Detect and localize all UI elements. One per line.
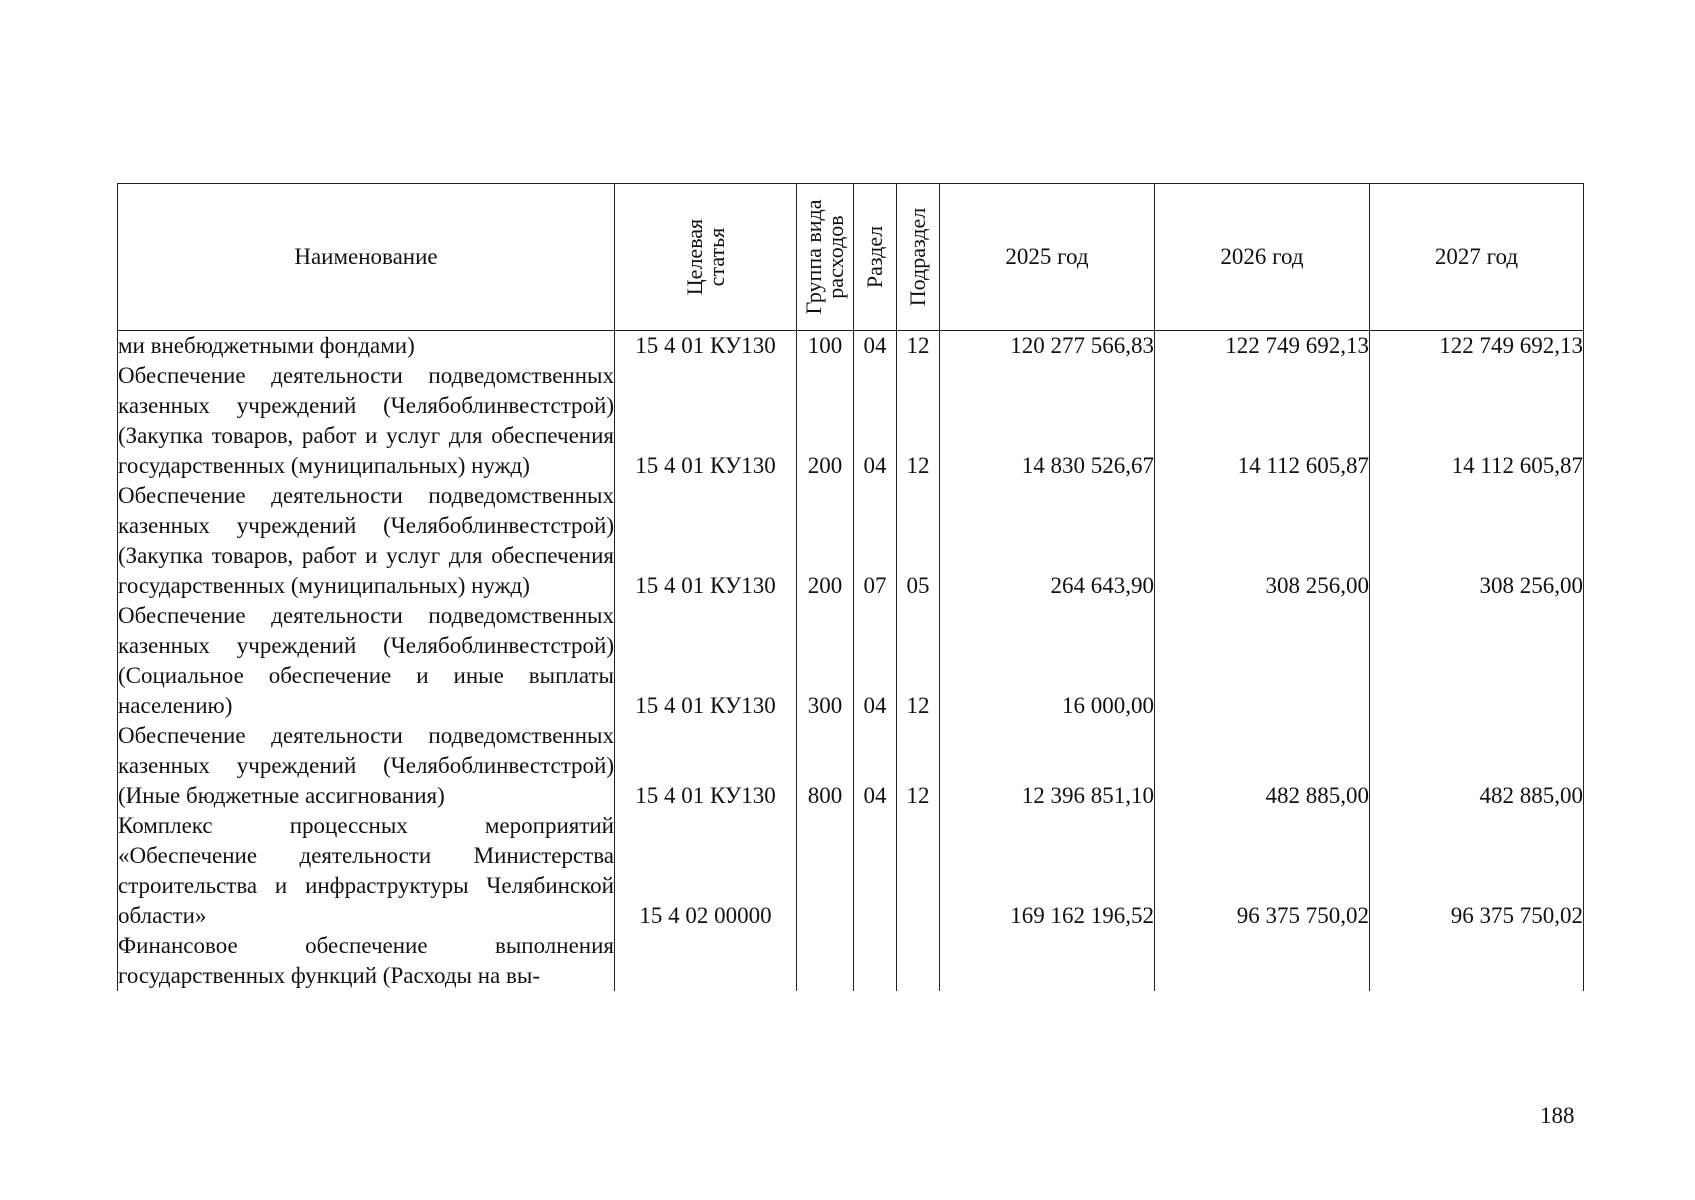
row-2026: 14 112 605,87 <box>1155 361 1370 481</box>
row-name: Обеспечение деятельности подведомственных казенных учреждений (Челябоблинвестстрой) (Закупка товаров, работ и услуг для обеспечения государственных (муниципальных) нужд) <box>118 361 615 481</box>
row-expense-group: 100 <box>797 331 854 362</box>
row-2026: 308 256,00 <box>1155 481 1370 601</box>
table-row <box>118 931 1584 991</box>
row-2025 <box>940 931 1155 991</box>
header-expense-group: Группа вида расходов <box>797 184 854 331</box>
row-name: Обеспечение деятельности подведомственных казенных учреждений (Челябоблинвестстрой) (Иные бюджетные ассигнования) <box>118 721 615 811</box>
row-2027: 14 112 605,87 <box>1370 361 1584 481</box>
row-expense-group <box>797 811 854 931</box>
row-2026: 96 375 750,02 <box>1155 811 1370 931</box>
row-2025: 264 643,90 <box>940 481 1155 601</box>
row-target-article: 15 4 01 КУ130 <box>615 361 797 481</box>
row-section: 04 <box>854 331 897 362</box>
header-row <box>118 184 1584 331</box>
row-section: 07 <box>854 481 897 601</box>
row-2027: 482 885,00 <box>1370 721 1584 811</box>
row-name: ми внебюджетными фондами) <box>118 331 615 362</box>
row-expense-group: 800 <box>797 721 854 811</box>
table-row <box>118 811 1584 931</box>
row-2026 <box>1155 601 1370 721</box>
row-subsection: 12 <box>897 361 940 481</box>
header-target-article: Целевая статья <box>615 184 797 331</box>
row-2026: 482 885,00 <box>1155 721 1370 811</box>
table-row <box>118 601 1584 721</box>
row-2027: 308 256,00 <box>1370 481 1584 601</box>
row-subsection <box>897 811 940 931</box>
row-expense-group <box>797 931 854 991</box>
row-subsection <box>897 931 940 991</box>
budget-table <box>117 183 1584 991</box>
row-2026: 122 749 692,13 <box>1155 331 1370 362</box>
row-section: 04 <box>854 361 897 481</box>
row-expense-group: 200 <box>797 481 854 601</box>
row-name: Комплекс процессных мероприятий «Обеспечение деятельности Министерства строительства и инфраструктуры Челябинской области» <box>118 811 615 931</box>
table-row <box>118 361 1584 481</box>
header-2026: 2026 год <box>1155 184 1370 331</box>
row-target-article: 15 4 01 КУ130 <box>615 481 797 601</box>
row-2025: 16 000,00 <box>940 601 1155 721</box>
row-subsection: 12 <box>897 721 940 811</box>
row-section: 04 <box>854 721 897 811</box>
row-subsection: 12 <box>897 331 940 362</box>
row-2025: 169 162 196,52 <box>940 811 1155 931</box>
page-number: 188 <box>1540 1103 1575 1128</box>
row-expense-group: 200 <box>797 361 854 481</box>
row-section <box>854 931 897 991</box>
header-name: Наименование <box>118 184 615 331</box>
header-2027: 2027 год <box>1370 184 1584 331</box>
row-2025: 14 830 526,67 <box>940 361 1155 481</box>
row-2027 <box>1370 601 1584 721</box>
table-row <box>118 481 1584 601</box>
row-name: Финансовое обеспечение выполнения государственных функций (Расходы на вы- <box>118 931 615 991</box>
header-subsection: Подраздел <box>897 184 940 331</box>
row-2027: 96 375 750,02 <box>1370 811 1584 931</box>
row-subsection: 12 <box>897 601 940 721</box>
row-target-article: 15 4 01 КУ130 <box>615 331 797 362</box>
header-2025: 2025 год <box>940 184 1155 331</box>
row-target-article: 15 4 01 КУ130 <box>615 721 797 811</box>
table-row <box>118 331 1584 362</box>
row-2026 <box>1155 931 1370 991</box>
row-section: 04 <box>854 601 897 721</box>
row-name: Обеспечение деятельности подведомственных казенных учреждений (Челябоблинвестстрой) (Закупка товаров, работ и услуг для обеспечения государственных (муниципальных) нужд) <box>118 481 615 601</box>
table-row <box>118 721 1584 811</box>
row-target-article: 15 4 01 КУ130 <box>615 601 797 721</box>
header-section: Раздел <box>854 184 897 331</box>
row-section <box>854 811 897 931</box>
row-2027: 122 749 692,13 <box>1370 331 1584 362</box>
row-name: Обеспечение деятельности подведомственных казенных учреждений (Челябоблинвестстрой) (Социальное обеспечение и иные выплаты населению) <box>118 601 615 721</box>
row-2025: 120 277 566,83 <box>940 331 1155 362</box>
row-target-article <box>615 931 797 991</box>
row-target-article: 15 4 02 00000 <box>615 811 797 931</box>
row-2027 <box>1370 931 1584 991</box>
row-subsection: 05 <box>897 481 940 601</box>
row-expense-group: 300 <box>797 601 854 721</box>
row-2025: 12 396 851,10 <box>940 721 1155 811</box>
